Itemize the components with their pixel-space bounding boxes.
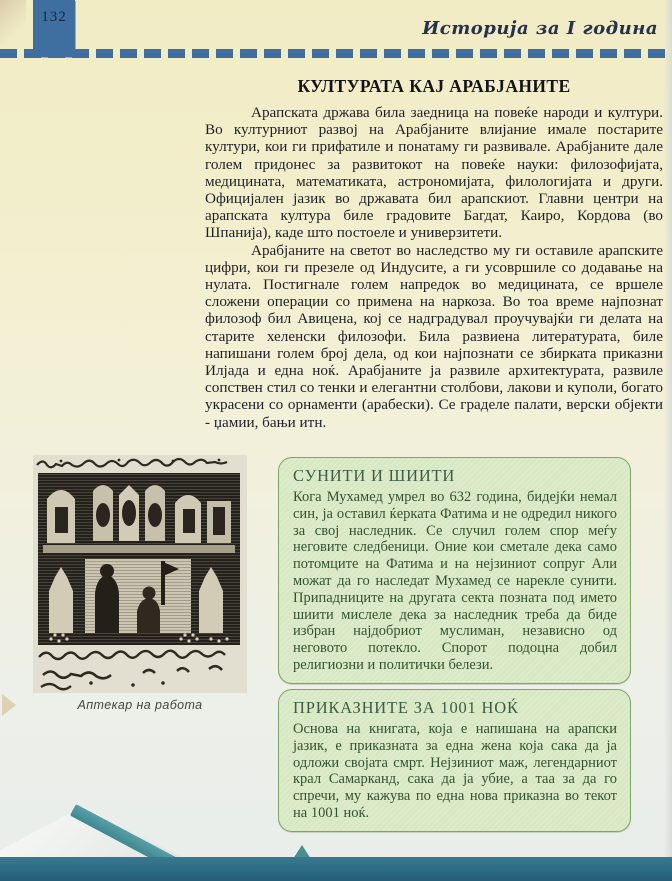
infobox-title: СУНИТИ И ШИИТИ (293, 466, 456, 485)
article-paragraph: Арапската држава била заедница на повеќе народи и култури. Во културниот развој на Арабјаните влијание имале постарите култури, кои ги прифатиле и понатаму ги развивале. Арабјаните дале голем придонес за развитокот на повеќе науки: филозофијата, медицината, математиката, астрономијата, филологијата и други. Официјален јазик во државата бил арапскиот. Главни центри на арапската култура биле градовите Багдат, Каиро, Кордова (во Шпанија), каде што постоеле и универзитети. (205, 104, 663, 242)
article-paragraph: Арабјаните на светот во наследство му ги оставиле арапските цифри, кои ги презеле од Индусите, а ги усовршиле со додавање на нулата. Постигнале голем напредок во медицината, се вршеле сложени операции со примена на наркоза. Во тоа време најпознат филозоф бил Авицена, кој се надградувал проучувајќи ги делата на старите хеленски филозофи. Била развиена литературата, биле напишани голем број дела, од кои најпознати се збирката приказни Илјада и една ноќ. Арабјаните ја развиле архитектурата, развиле сопствен стил со тенки и елегантни столбови, лакови и куполи, богато украсени со орнаменти (арабески). Се граделе палати, верски објекти - џамии, бањи итн. (205, 241, 663, 431)
apothecary-illustration (33, 455, 247, 693)
running-header: Историја за I година (422, 18, 658, 39)
infobox-text: Кога Мухамед умрел во 632 година, бидејќи немал син, ја оставил ќерката Фатима и не одредил никого за свој наследник. Се случил голем спор меѓу неговите следбеници. Оние кои сметале дека само потомците на Фатима и на нејзиниот сопруг Али можат да го наследат Мухамед се нарекле сунити. Припадниците на другата секта позната под името шиити мислеле дека за наследник треба да биде избран најдобриот муслиман, независно од неговото потекло. Спорот подоцна добил религиозни и политички белези. (293, 489, 617, 673)
scan-edge-right (664, 0, 672, 881)
figure-image (33, 455, 247, 693)
article-body (205, 104, 663, 431)
infobox-suniti-shiiti (278, 457, 631, 684)
dashed-divider (0, 49, 672, 58)
page-dogear-artifact (2, 694, 16, 716)
infobox-title: ПРИКАЗНИТЕ ЗА 1001 НОЌ (293, 698, 519, 717)
infobox-1001-nights (278, 689, 631, 832)
figure-caption: Аптекар на работа (77, 698, 203, 712)
bottom-cover-bar (0, 857, 672, 881)
page-title: КУЛТУРАТА КАЈ АРАБЈАНИТЕ (297, 76, 571, 96)
infobox-text: Основа на книгата, која е напишана на арапски јазик, е приказната за една жена која сака да ја одложи својата смрт. Нејзиниот маж, легендарниот крал Самарканд, сака да ја убие, а таа за да го спречи, му кажува по една нова приказна во текот на 1001 ноќ. (293, 721, 617, 821)
scan-corner-artifact (0, 0, 26, 46)
page-number: 132 (41, 9, 67, 25)
